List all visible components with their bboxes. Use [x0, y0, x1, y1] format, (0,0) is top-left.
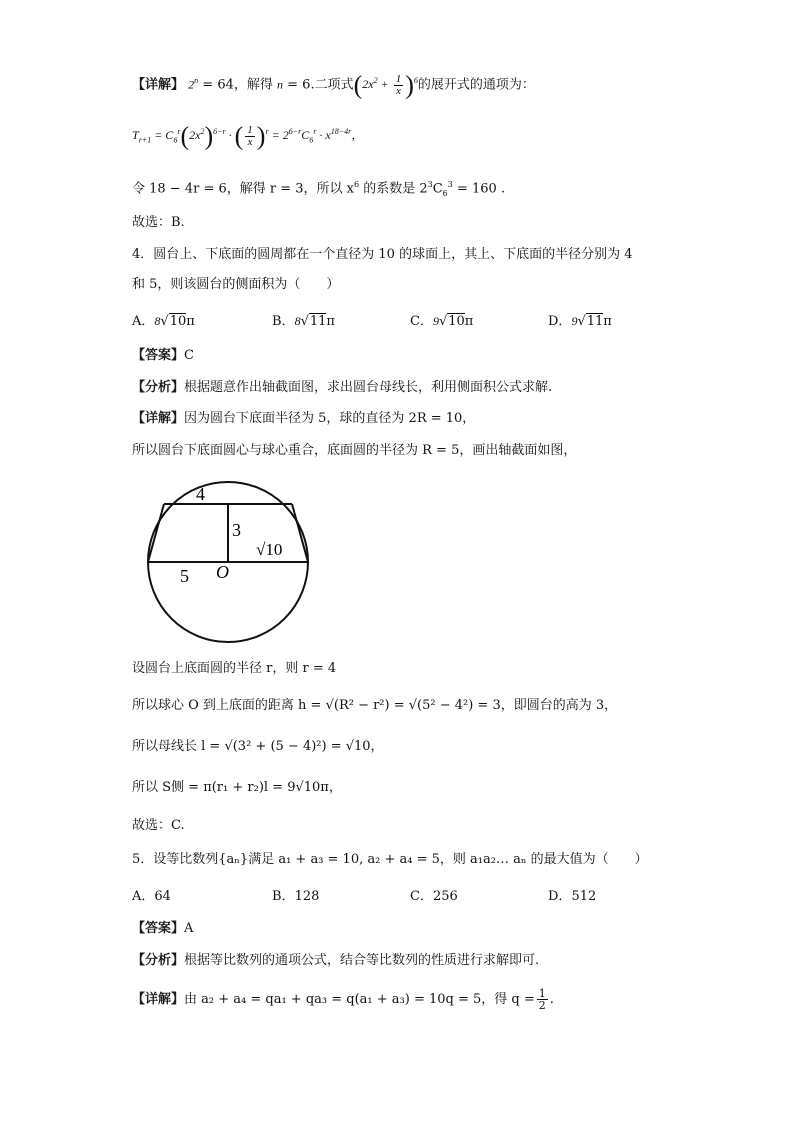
axial-section-figure [140, 474, 320, 646]
q4-option-a: A．8√10π [132, 314, 195, 329]
q4-detail-2: 所以圆台下底面圆心与球心重合，底面圆的半径为 R = 5，画出轴截面如图， [132, 443, 577, 458]
right-slant [292, 504, 308, 562]
q4-step-4: 所以 S侧 = π(r₁ + r₂)l = 9√10π， [132, 780, 342, 795]
label-center: O [216, 562, 229, 582]
q4-answer: 【答案】C [132, 348, 194, 363]
label-bottom: 5 [180, 566, 189, 586]
detail-line-1: 【详解】 $2^n = 64$，解得 n = 6.二项式($2x^2$ + $\frac{1}{x}$ )$^6$的展开式的通项为： [132, 70, 535, 100]
general-term-formula: $T_{r+1} = C_6^r(2x^2)^{6-r}$ · ( $\frac{1}{x}$ )$^r = 2^{6-r}C_6^r \cdot x^{18-4r}$， [132, 121, 364, 151]
q4-stem-line-2: 和 5，则该圆台的侧面积为（ ） [132, 277, 340, 292]
q4-option-d: D．9√11π [548, 314, 612, 329]
q5-stem: 5．设等比数列{aₙ}满足 a₁ + a₃ = 10, a₂ + a₄ = 5，则 a₁a₂… aₙ 的最大值为（ ） [132, 852, 648, 867]
q5-answer: 【答案】A [132, 921, 194, 936]
q4-analysis: 【分析】根据题意作出轴截面图，求出圆台母线长，利用侧面积公式求解. [132, 380, 553, 395]
q4-step-1: 设圆台上底面圆的半径 r，则 r = 4 [132, 661, 337, 676]
label-height: 3 [232, 520, 241, 540]
q4-option-b: B．8√11π [272, 314, 335, 329]
q4-option-c: C．9√10π [410, 314, 474, 329]
detail-tag: 【详解】 [132, 77, 185, 93]
q4-step-3: 所以母线长 l = √(3² + (5 − 4)²) = √10， [132, 739, 384, 754]
q5-option-d: D．512 [548, 889, 597, 904]
q-fraction: $\frac{1}{2}$ [538, 987, 546, 1012]
q4-step-5: 故选：C. [132, 818, 185, 833]
q4-detail-1: 【详解】因为圆台下底面半径为 5，球的直径为 2R = 10， [132, 411, 476, 426]
q5-option-c: C．256 [410, 889, 458, 904]
q5-detail: 【详解】由 a₂ + a₄ = qa₁ + qa₃ = q(a₁ + a₃) = 10q = 5，得 q = $\frac{1}{2}$ . [132, 987, 554, 1012]
q4-step-2: 所以球心 O 到上底面的距离 h = √(R² − r²) = √(5² − 4²) = 3，即圆台的高为 3， [132, 698, 618, 713]
q5-option-b: B．128 [272, 889, 320, 904]
q5-option-a: A．64 [132, 889, 171, 904]
detail-line-3: 令 18 − 4r = 6，解得 r = 3，所以 $x^6$ 的系数是 $2^3C_6^3 = 160$ . [132, 180, 506, 198]
label-slant: √10 [256, 540, 283, 559]
q5-analysis: 【分析】根据等比数列的通项公式，结合等比数列的性质进行求解即可. [132, 953, 540, 968]
q4-stem-line-1: 4．圆台上、下底面的圆周都在一个直径为 10 的球面上，其上、下底面的半径分别为 4 [132, 247, 633, 262]
answer-choice-line: 故选：B. [132, 215, 185, 230]
left-slant [148, 504, 164, 562]
binomial-expression: ($2x^2$ + $\frac{1}{x}$ )$^6$ [353, 70, 418, 100]
label-top: 4 [196, 484, 205, 504]
